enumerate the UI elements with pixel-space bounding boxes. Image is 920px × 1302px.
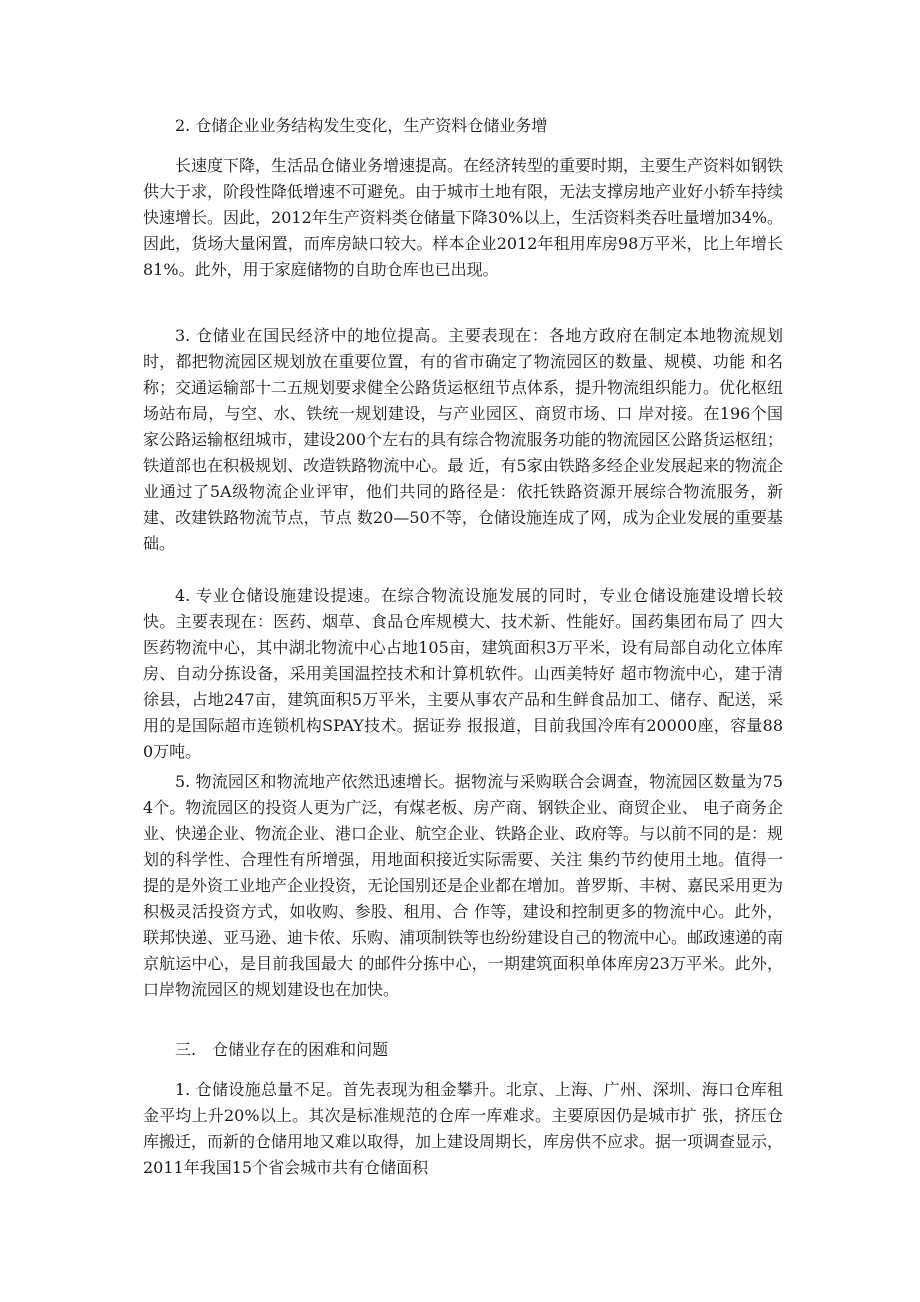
part-3-heading: 三. 仓储业存在的困难和问题 <box>175 1040 389 1059</box>
section-2-heading: 2. 仓储企业业务结构发生变化，生产资料仓储业务增 <box>175 116 548 135</box>
section-5-paragraph: 5. 物流园区和物流地产依然迅速增长。据物流与采购联合会调查，物流园区数量为754个。物流园区的投资人更为广泛，有煤老板、房产商、钢铁企业、商贸企业、 电子商务企业、快递企业、物流企业、港口企业、航空企业、铁路企业、政府等。与以前不同的是：规划的科学性、合理性有所增强，用地面积接近实际需要、关注 集约节约使用土地。值得一提的是外资工业地产企业投资，无论国别还是企业都在增加。普罗斯、丰树、嘉民采用更为积极灵活投资方式，如收购、参股、租用、合 作等，建设和控制更多的物流中心。此外，联邦快递、亚马逊、迪卡侬、乐购、浦项制铁等也纷纷建设自己的物流中心。邮政速递的南京航运中心，是目前我国最大 的邮件分拣中心，一期建筑面积单体库房23万平米。此外，口岸物流园区的规划建设也在加快。 <box>143 772 784 999</box>
section-4-paragraph: 4. 专业仓储设施建设提速。在综合物流设施发展的同时，专业仓储设施建设增长较快。主要表现在：医药、烟草、食品仓库规模大、技术新、性能好。国药集团布局了 四大医药物流中心，其中湖北物流中心占地105亩，建筑面积3万平米，设有局部自动化立体库房、自动分拣设备，采用美国温控技术和计算机软件。山西美特好 超市物流中心，建于清徐县，占地247亩，建筑面积5万平米，主要从事农产品和生鲜食品加工、储存、配送，采用的是国际超市连锁机构SPAY技术。据证券 报报道，目前我国冷库有20000座，容量880万吨。 <box>143 586 783 761</box>
section-3-paragraph: 3. 仓储业在国民经济中的地位提高。主要表现在：各地方政府在制定本地物流规划时，都把物流园区规划放在重要位置，有的省市确定了物流园区的数量、规模、功能 和名称；交通运输部十二五规划要求健全公路货运枢纽节点体系，提升物流组织能力。优化枢纽场站布局，与空、水、铁统一规划建设，与产业园区、商贸市场、口 岸对接。在196个国家公路运输枢纽城市，建设200个左右的具有综合物流服务功能的物流园区公路货运枢纽；铁道部也在积极规划、改造铁路物流中心。最 近，有5家由铁路多经企业发展起来的物流企业通过了5A级物流企业评审，他们共同的路径是：依托铁路资源开展综合物流服务，新建、改建铁路物流节点，节点 数20—50不等，仓储设施连成了网，成为企业发展的重要基础。 <box>143 326 784 553</box>
part-3-item-1-paragraph: 1. 仓储设施总量不足。首先表现为租金攀升。北京、上海、广州、深圳、海口仓库租金平均上升20%以上。其次是标准规范的仓库一库难求。主要原因仍是城市扩 张，挤压仓库搬迁，而新的仓储用地又难以取得，加上建设周期长，库房供不应求。据一项调查显示，2011年我国15个省会城市共有仓储面积 <box>143 1080 784 1177</box>
section-2-paragraph: 长速度下降，生活品仓储业务增速提高。在经济转型的重要时期，主要生产资料如钢铁供大于求，阶段性降低增速不可避免。由于城市土地有限，无法支撑房地产业好小轿车持续快速增长。因此，2012年生产资料类仓储量下降30%以上，生活资料类吞吐量增加34%。因此，货场大量闲置，而库房缺口较大。样本企业2012年租用库房98万平米，比上年增长81%。此外，用于家庭储物的自助仓库也已出现。 <box>143 156 784 279</box>
